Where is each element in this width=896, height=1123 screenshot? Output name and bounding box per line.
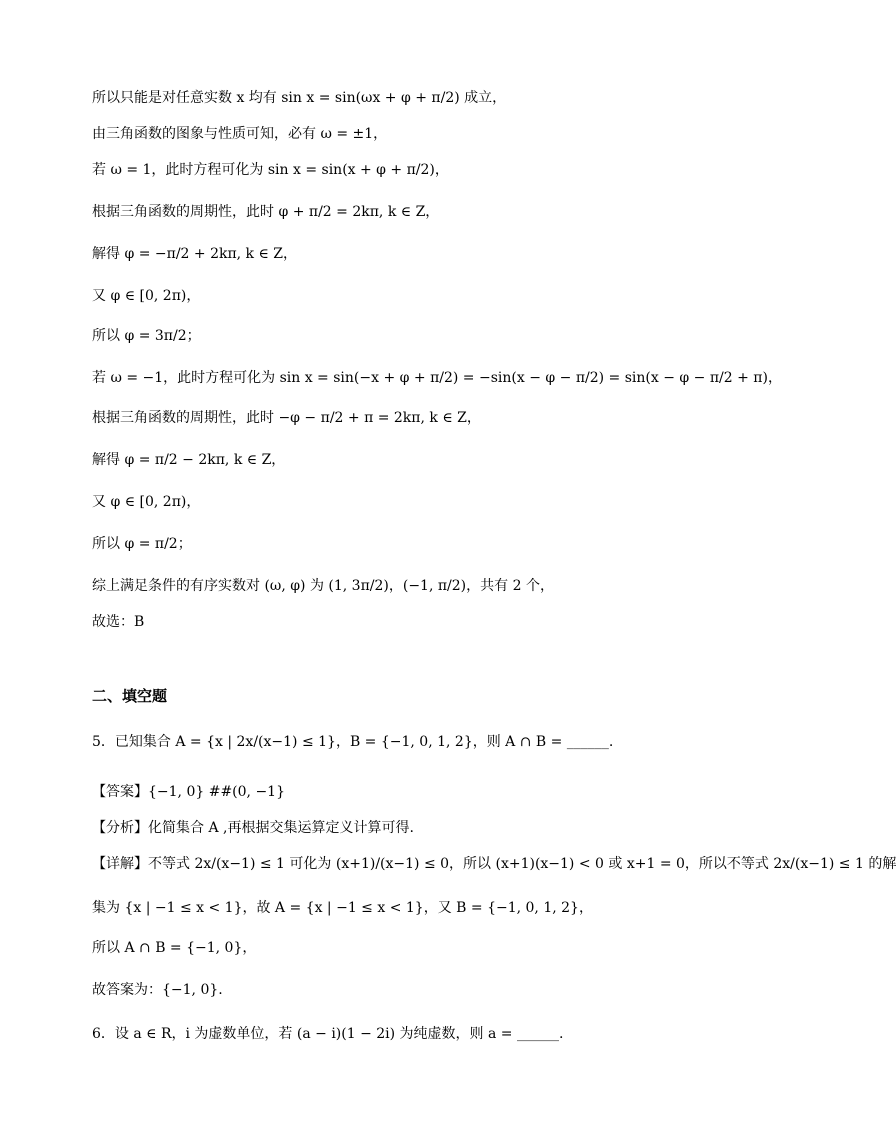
solution-line: 所以 φ = π/2； — [92, 536, 192, 552]
solution-line: 综上满足条件的有序实数对 (ω, φ) 为 (1, 3π/2)，(−1, π/2)，共有 2 个， — [92, 578, 554, 594]
solution-line: 若 ω = −1，此时方程可化为 sin x = sin(−x + φ + π/2) = −sin(x − φ − π/2) = sin(x − φ − π/2 + π)， — [92, 370, 782, 386]
solution-line: 由三角函数的图象与性质可知，必有 ω = ±1， — [92, 126, 388, 142]
detail-5-line: 故答案为：{−1, 0}. — [92, 982, 223, 998]
solution-line: 解得 φ = π/2 − 2kπ, k ∈ Z， — [92, 452, 286, 468]
solution-line: 又 φ ∈ [0, 2π)， — [92, 494, 201, 510]
detail-5-line: 【详解】不等式 2x/(x−1) ≤ 1 可化为 (x+1)/(x−1) ≤ 0，所以 (x+1)(x−1) < 0 或 x+1 = 0，所以不等式 2x/(x−1) ≤ 1 的解 — [92, 856, 896, 872]
solution-line: 解得 φ = −π/2 + 2kπ, k ∈ Z， — [92, 246, 298, 262]
solution-line: 故选：B — [92, 614, 145, 630]
detail-5-line: 所以 A ∩ B = {−1, 0}， — [92, 940, 257, 956]
answer-5: 【答案】{−1, 0} ##(0, −1} — [92, 784, 285, 800]
section-heading: 二、填空题 — [92, 687, 168, 705]
solution-line: 所以 φ = 3π/2； — [92, 328, 201, 344]
analysis-5: 【分析】化简集合 A ,再根据交集运算定义计算可得. — [92, 820, 414, 836]
solution-line: 又 φ ∈ [0, 2π)， — [92, 288, 201, 304]
solution-line: 若 ω = 1，此时方程可化为 sin x = sin(x + φ + π/2)， — [92, 162, 449, 178]
solution-line: 根据三角函数的周期性，此时 −φ − π/2 + π = 2kπ, k ∈ Z， — [92, 410, 481, 426]
question-6: 6．设 a ∈ R，i 为虚数单位，若 (a − i)(1 − 2i) 为纯虚数，则 a = ______. — [92, 1026, 564, 1042]
solution-line: 根据三角函数的周期性，此时 φ + π/2 = 2kπ, k ∈ Z， — [92, 204, 440, 220]
detail-5-line: 集为 {x | −1 ≤ x < 1}，故 A = {x | −1 ≤ x < 1}，又 B = {−1, 0, 1, 2}， — [92, 900, 593, 916]
question-5: 5．已知集合 A = {x | 2x/(x−1) ≤ 1}，B = {−1, 0, 1, 2}，则 A ∩ B = ______. — [92, 734, 614, 750]
solution-line: 所以只能是对任意实数 x 均有 sin x = sin(ωx + φ + π/2) 成立， — [92, 90, 507, 106]
